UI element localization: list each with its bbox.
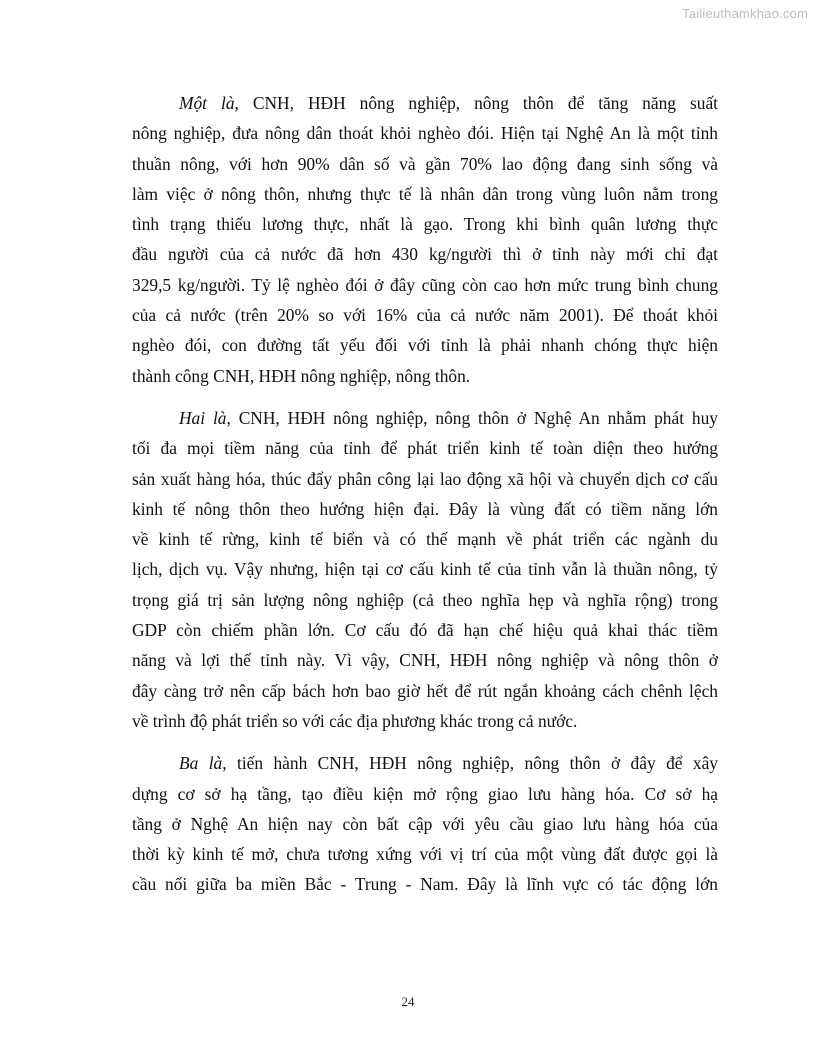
paragraph-line: về kinh tế rừng, kinh tế biển và có thế mạnh về phát triển các ngành du	[132, 529, 718, 550]
paragraph-line: Một là, CNH, HĐH nông nghiệp, nông thôn để tăng năng suất	[179, 93, 718, 113]
paragraph-line: về trình độ phát triển so với các địa phương khác trong cả nước.	[132, 710, 578, 731]
paragraph-line: tình trạng thiếu lương thực, nhất là gạo. Trong khi bình quân lương thực	[132, 214, 718, 235]
paragraph-line: nông nghiệp, đưa nông dân thoát khỏi nghèo đói. Hiện tại Nghệ An là một tỉnh	[132, 123, 718, 144]
paragraph-line: sản xuất hàng hóa, thúc đẩy phân công lại lao động xã hội và chuyển dịch cơ cấu	[132, 468, 718, 489]
paragraph-line: đây càng trở nên cấp bách hơn bao giờ hết để rút ngắn khoảng cách chênh lệch	[132, 680, 718, 701]
paragraph-line: 329,5 kg/người. Tỷ lệ nghèo đói ở đây cũng còn cao hơn mức trung bình chung	[132, 274, 718, 295]
paragraph-mot-la	[132, 88, 718, 391]
paragraph-line: lịch, dịch vụ. Vậy nhưng, hiện tại cơ cấu kinh tế của tỉnh vẫn là thuần nông, tỷ	[132, 559, 718, 580]
paragraph-line: tầng ở Nghệ An hiện nay còn bất cập với yêu cầu giao lưu hàng hóa của	[132, 813, 718, 834]
paragraph-line: thời kỳ kinh tế mở, chưa tương xứng với vị trí của một vùng đất được gọi là	[132, 844, 718, 865]
paragraph-line: của cả nước (trên 20% so với 16% của cả nước năm 2001). Để thoát khỏi	[132, 305, 718, 326]
paragraph-lead: Một là	[179, 93, 235, 113]
paragraph-line: dựng cơ sở hạ tầng, tạo điều kiện mở rộng giao lưu hàng hóa. Cơ sở hạ	[132, 783, 718, 804]
watermark: Tailieuthamkhao.com	[682, 6, 808, 21]
page-number: 24	[401, 994, 415, 1009]
paragraph-line: cầu nối giữa ba miền Bắc - Trung - Nam. Đây là lĩnh vực có tác động lớn	[132, 874, 718, 895]
paragraph-line: đầu người của cả nước đã hơn 430 kg/người thì ở tỉnh này mới chỉ đạt	[132, 244, 718, 265]
paragraph-line: nghèo đói, con đường tất yếu đối với tỉnh là phải nhanh chóng thực hiện	[132, 335, 718, 356]
paragraph-lead: Ba là	[179, 753, 223, 774]
paragraph-line: trọng giá trị sản lượng nông nghiệp (cả theo nghĩa hẹp và nghĩa rộng) trong	[132, 589, 718, 610]
paragraph-line: làm việc ở nông thôn, nhưng thực tế là nhân dân trong vùng luôn nằm trong	[132, 183, 718, 204]
paragraph-line: Ba là, tiến hành CNH, HĐH nông nghiệp, nông thôn ở đây để xây	[179, 753, 718, 774]
paragraph-ba-la	[132, 748, 718, 899]
paragraph-hai-la	[132, 403, 718, 736]
paragraph-line: thành công CNH, HĐH nông nghiệp, nông thôn.	[132, 365, 471, 386]
document-body	[132, 88, 718, 912]
paragraph-line: Hai là, CNH, HĐH nông nghiệp, nông thôn ở Nghệ An nhằm phát huy	[179, 407, 718, 428]
paragraph-line: tối đa mọi tiềm năng của tỉnh để phát triển kinh tế toàn diện theo hướng	[132, 438, 718, 459]
paragraph-line: năng và lợi thế tỉnh này. Vì vậy, CNH, HĐH nông nghiệp và nông thôn ở	[132, 650, 718, 671]
paragraph-line: GDP còn chiếm phần lớn. Cơ cấu đó đã hạn chế hiệu quả khai thác tiềm	[132, 620, 718, 641]
paragraph-line: thuần nông, với hơn 90% dân số và gần 70% lao động đang sinh sống và	[132, 153, 718, 174]
paragraph-line: kinh tế nông thôn theo hướng hiện đại. Đây là vùng đất có tiềm năng lớn	[132, 498, 718, 519]
paragraph-lead: Hai là	[179, 407, 227, 428]
